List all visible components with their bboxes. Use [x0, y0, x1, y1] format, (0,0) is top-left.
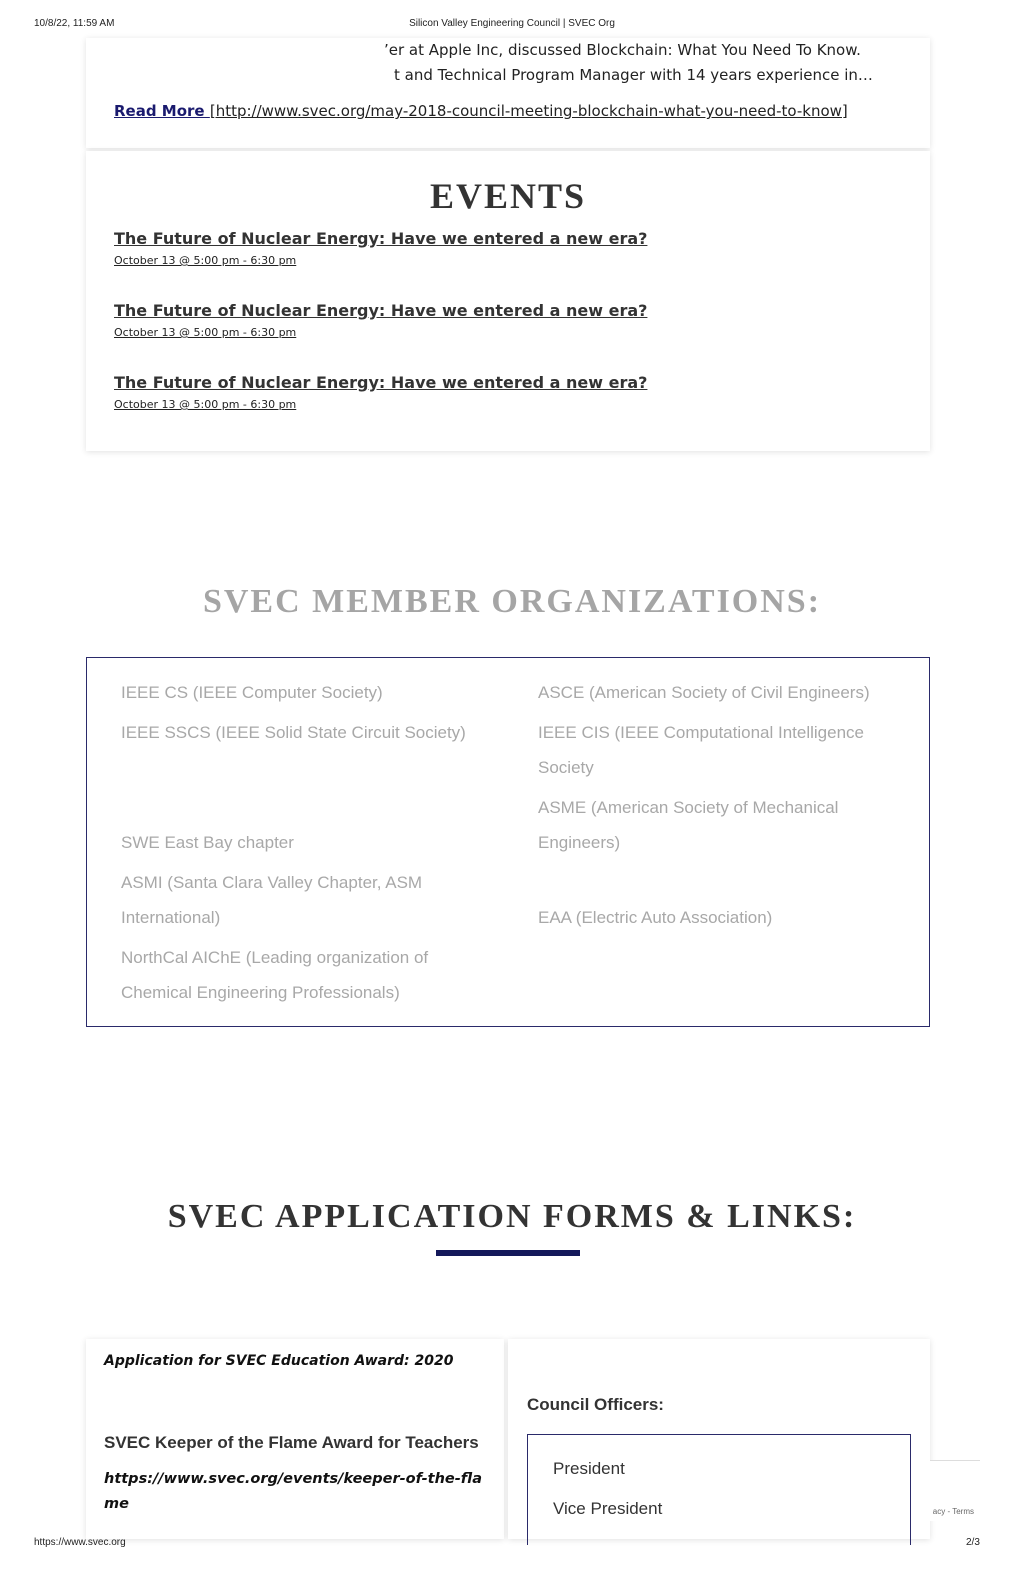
- event-item: [114, 373, 647, 411]
- print-footer-url: https://www.svec.org: [34, 1537, 126, 1548]
- blog-post-card: [86, 38, 930, 148]
- member-org-item: IEEE CIS (IEEE Computational Intelligence Society: [538, 723, 864, 777]
- recaptcha-privacy-terms[interactable]: acy - Terms: [932, 1507, 974, 1516]
- member-org-item: NorthCal AIChE (Leading organization of Chemical Engineering Professionals): [121, 948, 429, 1002]
- council-officers-heading: Council Officers:: [527, 1395, 664, 1414]
- event-title-link[interactable]: The Future of Nuclear Energy: Have we entered a new era?: [114, 301, 648, 320]
- officer-role: President: [553, 1459, 625, 1478]
- keeper-of-the-flame-title: SVEC Keeper of the Flame Award for Teachers: [104, 1433, 479, 1452]
- blog-excerpt-line-1: ʼer at Apple Inc, discussed Blockchain: What You Need To Know.: [384, 41, 861, 59]
- member-organizations-box: [86, 657, 930, 1027]
- member-organizations-heading: SVEC MEMBER ORGANIZATIONS:: [202, 583, 822, 620]
- member-org-item: IEEE CS (IEEE Computer Society): [121, 683, 383, 702]
- keeper-of-the-flame-link[interactable]: https://www.svec.org/events/keeper-of-the-flame: [104, 1471, 482, 1512]
- member-org-item: IEEE SSCS (IEEE Solid State Circuit Society): [121, 723, 466, 742]
- read-more-url[interactable]: [http://www.svec.org/may-2018-council-meeting-blockchain-what-you-need-to-know]: [209, 102, 848, 120]
- event-item: [114, 229, 647, 267]
- print-datetime: 10/8/22, 11:59 AM: [34, 18, 115, 29]
- member-org-item: SWE East Bay chapter: [121, 833, 294, 852]
- event-title-link[interactable]: The Future of Nuclear Energy: Have we entered a new era?: [114, 373, 648, 392]
- read-more-row: [114, 102, 848, 120]
- council-officers-card: [508, 1339, 930, 1539]
- officer-role: Vice President: [553, 1499, 663, 1518]
- event-date-link[interactable]: October 13 @ 5:00 pm - 6:30 pm: [114, 254, 297, 267]
- event-date-link[interactable]: October 13 @ 5:00 pm - 6:30 pm: [114, 398, 297, 411]
- heading-underline-divider: [436, 1250, 580, 1256]
- events-heading: EVENTS: [429, 176, 587, 216]
- member-org-item: EAA (Electric Auto Association): [538, 908, 773, 927]
- event-date-link[interactable]: October 13 @ 5:00 pm - 6:30 pm: [114, 326, 297, 339]
- application-forms-heading: SVEC APPLICATION FORMS & LINKS:: [167, 1198, 857, 1235]
- events-card: [86, 151, 930, 451]
- event-title-link[interactable]: The Future of Nuclear Energy: Have we entered a new era?: [114, 229, 648, 248]
- member-org-item: ASMI (Santa Clara Valley Chapter, ASM International): [121, 873, 423, 927]
- council-officers-box: [527, 1434, 911, 1545]
- member-org-item: ASCE (American Society of Civil Engineers): [538, 683, 870, 702]
- member-org-item: ASME (American Society of Mechanical Engineers): [538, 798, 839, 852]
- recaptcha-badge[interactable]: [930, 1460, 980, 1521]
- education-award-application-link[interactable]: Application for SVEC Education Award: 2020: [104, 1353, 454, 1369]
- print-page-number: 2/3: [966, 1537, 980, 1548]
- read-more-link[interactable]: Read More: [114, 102, 210, 120]
- event-item: [114, 301, 647, 339]
- blog-excerpt-line-2: t and Technical Program Manager with 14 years experience in…: [394, 66, 873, 84]
- application-forms-card: [86, 1339, 504, 1539]
- print-page-title: Silicon Valley Engineering Council | SVEC Org: [409, 18, 615, 29]
